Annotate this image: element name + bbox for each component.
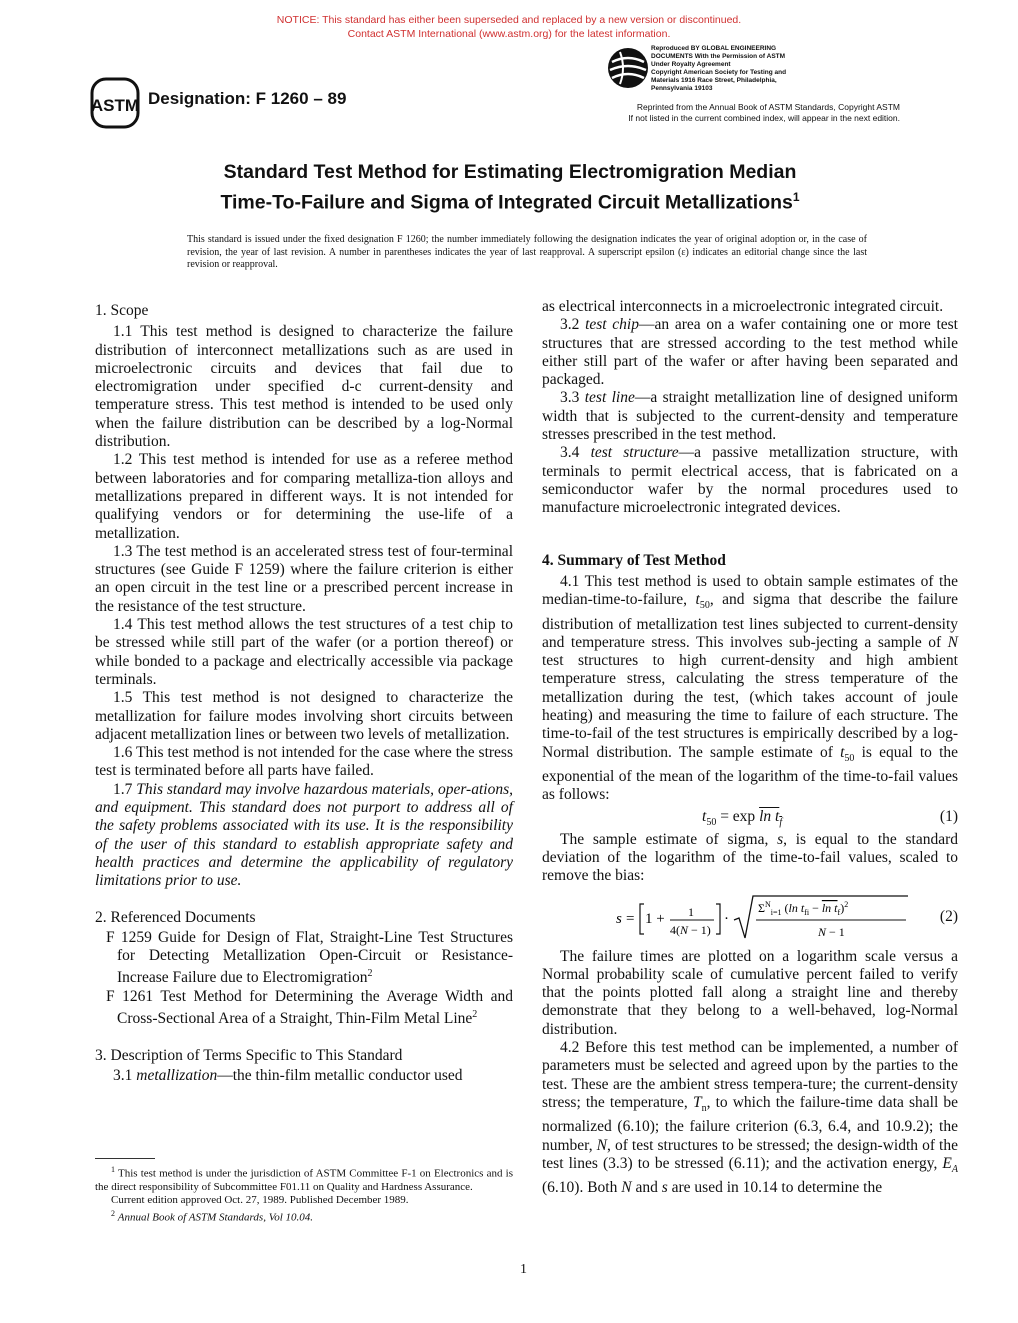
designation: Designation: F 1260 – 89 [148,89,347,108]
paragraph: 3.4 test structure—a passive metallization structure, with terminals to permit electrical access, that is fabricated on a semiconductor wafer by the normal procedures used to manufacture microelectronic integrated devices. [542,444,958,517]
footnote: $^2$ Annual Book of ASTM Standards, Vol 10.04. [111,1208,313,1224]
section-heading: 3. Description of Terms Specific to This Standard [95,1046,403,1064]
paragraph: 3.1 metallization—the thin-film metallic conductor used [113,1066,463,1084]
reproduced-notice: Reproduced BY GLOBAL ENGINEERING DOCUMENTS With the Permission of ASTM Under Royalty Agreement Copyright American Society for Testing and Materials 1916 Race Street, Philadelphia, Pennsylvania 19103 [651,45,787,92]
astm-logo-text: ASTM [90,96,140,115]
section-heading: 1. Scope [95,302,149,319]
svg-text:·: · [724,910,729,927]
paragraph: 1.4 This test method allows the test structures of a test chip to be stressed while still part of the wafer (or a portion thereof) or while bonded to a package and electrically accessible via package terminals. [95,616,513,688]
equation-1: $t_{50} = \exp \ln t_f$ (1) [702,807,958,828]
paragraph: 3.3 test line—a straight metallization line of designed uniform width that is subjected to the current-density and temperature stresses prescribed in the test method. [542,389,958,444]
paragraph: 3.2 test chip—an area on a wafer containing one or more test structures that are stressed according to the test method while either still part of the wafer or after having been separated and packaged. [542,316,958,389]
svg-text:=: = [626,910,635,927]
paragraph: 1.2 This test method is intended for use as a referee method between laboratories and for comparing metalliza-tion alloys and metallizations prepared in different ways. It is not intended for qualifying vendors or for determining the use-life of a metallization. [95,451,513,542]
reprinted-notice: Reprinted from the Annual Book of ASTM Standards, Copyright ASTM If not listed in the current combined index, will appear in the next edition. [628,102,900,123]
reference-item: F 1261 Test Method for Determining the Average Width and Cross-Sectional Area of a Straight, Thin-Film Metal Line$^2$ [106,987,513,1028]
paragraph: 4.2 Before this test method can be implemented, a number of parameters must be selected and agreed upon by the parties to the test. These are the ambient stress tempera-ture; the current-density stress; the temperature, $T_n$, to which the failure-time data shall be normalized (6.10); the failure criterion (6.3, 6.4, and 10.9.2); the number, N, of test structures to be stressed; the design-width of the test lines (3.3) to be stressed (6.11); and the activation energy, $E_A$ (6.10). Both N and s are used in 10.14 to determine the [542,1038,959,1197]
page-number: 1 [520,1262,527,1277]
reference-item: F 1259 Guide for Design of Flat, Straight-Line Test Structures for Detecting Metallization Open-Circuit or Resistance-Increase Failure due to Electromigration$^2$ [106,928,513,987]
document-title: Standard Test Method for Estimating Electromigration Median Time-To-Failure and Sigma of Integrated Circuit Metallizations$^1$ [220,161,800,214]
section-heading: 4. Summary of Test Method [542,551,726,569]
svg-text:s: s [616,910,622,927]
paragraph: The failure times are plotted on a logarithm scale versus a Normal probability scale of cumulative percent failed to verify that the points plotted fall along a straight line and thereby demonstrate that they belong to a well-behaved, log-Normal distribution. [542,947,958,1038]
section-heading: 2. Referenced Documents [95,908,256,926]
paragraph: 1.7 This standard may involve hazardous materials, oper-ations, and equipment. This standard does not purport to address all of the safety problems associated with its use. It is the responsibility of the user of this standard to establish appropriate safety and health practices and determine the applicability of regulatory limitations prior to use. [95,780,513,890]
svg-text:N − 1: N − 1 [818,924,845,939]
paragraph: The sample estimate of sigma, s, is equal to the standard deviation of the logarithm of the time-to-fail values, scaled to remove the bias: [542,830,959,885]
paragraph: 1.1 This test method is designed to characterize the failure distribution of interconnect metallizations such as are used in microelectronic circuits and devices that fail due to electromigration under specified d-c current-density and temperature stress. This test method is intended to be used only when the failure distribution can be described by a log-Normal distribution. [95,323,513,451]
astm-logo [88,76,142,130]
svg-text:4(N − 1): 4(N − 1) [670,922,711,937]
equation-2: s = 1 + 1 4(N − 1) · $\Sigma^N_{i=1}$ (ln $t_{fi} - \ln t_f)^2$ N − 1 (2) [542,886,958,948]
paragraph: 4.1 This test method is used to obtain sample estimates of the median-time-to-failure, $t_{50}$, and sigma that describe the failure distribution of metallization test lines subjected to current-density and temperature stress. This involves sub-jecting a sample of N test structures to high current-density and high ambient temperature stress, calculating the stress temperature of the metallization during the test, (which takes account of joule heating) and measuring the time to failure of each structure. The time-to-fail of the test structures is empirically described by a log-Normal distribution. The sample estimate of $t_{50}$ is equal to the exponential of the mean of the logarithm of the time-to-fail values as follows: [542,572,959,804]
issue-note: This standard is issued under the fixed designation F 1260; the number immediately following the designation indicates the year of original adoption or, in the case of revision, the year of last revision. A number in parentheses indicates the year of last reapproval. A superscript epsilon (ε) indicates an editorial change since the last revision or reapproval. [187,234,867,270]
paragraph: 1.6 This test method is not intended for the case where the stress test is terminated before all parts have failed. [95,744,513,780]
svg-text:ΣNi=1 (ln tfi − ln tf)2: $\Sigma^N_{i=1}$ (ln $t_{fi} - \ln t_f)^2$ [758,899,849,917]
paragraph: as electrical interconnects in a microelectronic integrated circuit. [542,298,944,315]
svg-text:1: 1 [688,904,694,919]
globe-icon [606,46,650,90]
footnotes [95,1163,513,1224]
svg-text:1 +: 1 + [645,910,665,927]
right-column [542,298,958,1198]
left-column [95,302,513,1085]
paragraph: 1.3 The test method is an accelerated stress test of four-terminal structures (see Guide F 1259) where the failure criterion is either an open circuit in the test line or a prescribed percent increase in the resistance of the test structure. [95,542,513,615]
notice-line-2: Contact ASTM International (www.astm.org) for the latest information. [347,28,671,40]
footnote-rule [95,1158,155,1159]
notice-line-1: NOTICE: This standard has either been superseded and replaced by a new version or discontinued. [276,14,742,26]
footnote: $^1$ This test method is under the jurisdiction of ASTM Committee F-1 on Electronics and is the direct responsibility of Subcommittee F01.11 on Quality and Hardness Assurance. [95,1165,513,1193]
paragraph: 1.5 This test method is not designed to characterize the metallization for failure modes involving short circuits between adjacent metallization lines or between two levels of metallization. [95,689,513,743]
footnote: Current edition approved Oct. 27, 1989. Published December 1989. [111,1193,409,1206]
